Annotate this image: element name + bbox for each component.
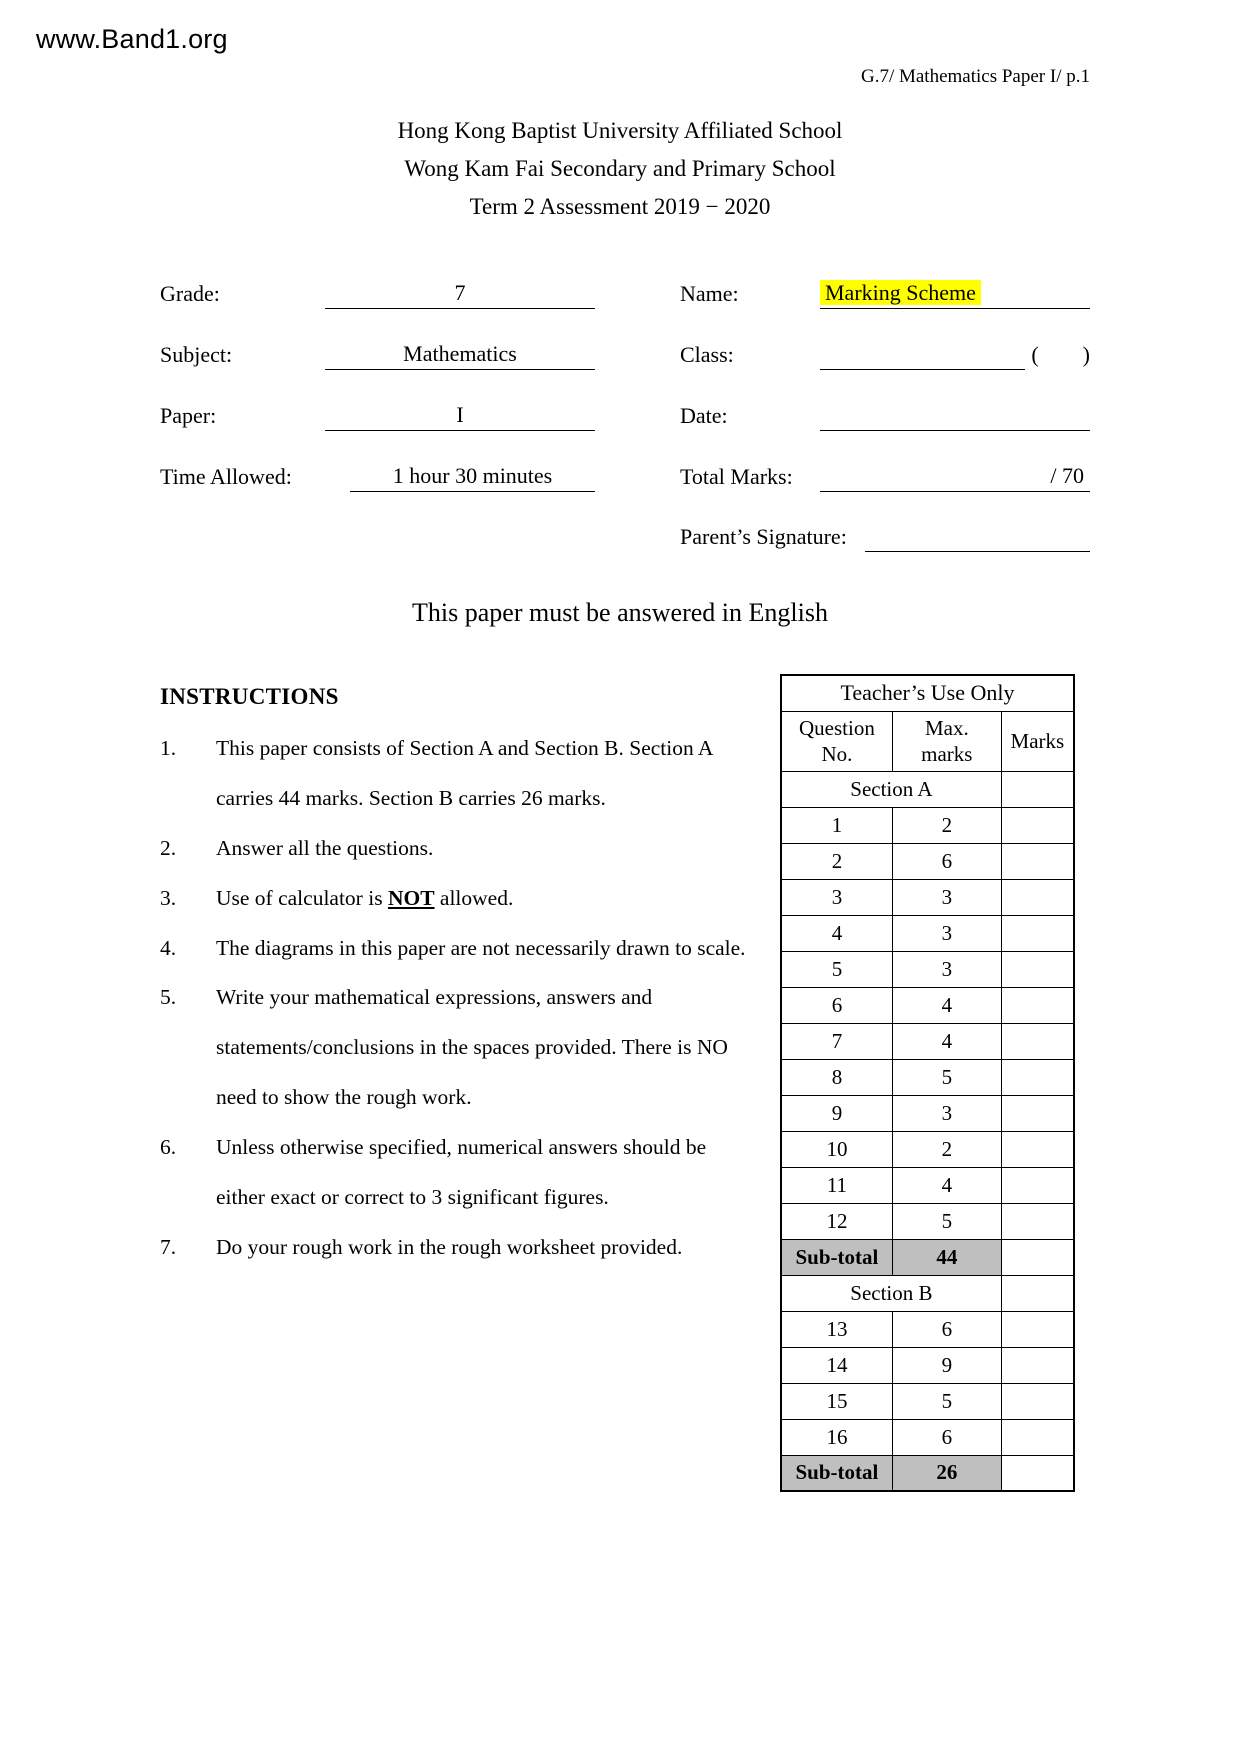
marks-cell (1001, 1095, 1074, 1131)
table-row (781, 1167, 1074, 1203)
max-marks: 5 (892, 1059, 1001, 1095)
marks-cell (1001, 1023, 1074, 1059)
question-no: 3 (781, 879, 892, 915)
instruction-text: The diagrams in this paper are not necessarily drawn to scale. (216, 935, 746, 960)
question-no: 13 (781, 1311, 892, 1347)
not-emphasis: NOT (387, 885, 435, 910)
max-marks: 2 (892, 1131, 1001, 1167)
instruction-item-5 (160, 973, 748, 1123)
table-row (781, 1131, 1074, 1167)
teachers-use-table (780, 674, 1075, 1492)
page-header-reference: G.7/ Mathematics Paper I/ p.1 (860, 66, 1090, 87)
total-marks-label: Total Marks: (680, 464, 793, 489)
section-b-subtotal-value: 26 (892, 1455, 1001, 1491)
marks-cell (1001, 1419, 1074, 1455)
instruction-item-4 (160, 924, 748, 974)
instruction-text: This paper consists of Section A and Section B. Section A carries 44 marks. Section B carries 26 marks. (216, 736, 713, 810)
instruction-number: 2. (160, 835, 177, 860)
table-row (781, 1383, 1074, 1419)
marks-cell (1001, 951, 1074, 987)
marks-cell (1001, 1131, 1074, 1167)
max-marks: 3 (892, 915, 1001, 951)
parent-signature-label: Parent’s Signature: (680, 524, 847, 549)
max-marks: 9 (892, 1347, 1001, 1383)
table-title: Teacher’s Use Only (781, 675, 1074, 711)
max-marks: 5 (892, 1383, 1001, 1419)
table-row (781, 1419, 1074, 1455)
max-marks: 2 (892, 807, 1001, 843)
instruction-number: 4. (160, 935, 177, 960)
marks-cell (1001, 843, 1074, 879)
marks-cell (1001, 1347, 1074, 1383)
marks-cell (1001, 1239, 1074, 1275)
marks-cell (1001, 1059, 1074, 1095)
form-row-grade-name (160, 278, 1090, 309)
marks-cell (1001, 807, 1074, 843)
question-no: 1 (781, 807, 892, 843)
marks-cell (1001, 879, 1074, 915)
question-no: 12 (781, 1203, 892, 1239)
table-row (781, 915, 1074, 951)
subtotal-label: Sub-total (781, 1239, 892, 1275)
instruction-number: 7. (160, 1234, 177, 1259)
table-row (781, 1203, 1074, 1239)
name-field (820, 278, 1090, 309)
instruction-item-3 (160, 874, 748, 924)
instruction-number: 1. (160, 736, 177, 760)
max-marks: 4 (892, 1167, 1001, 1203)
marks-cell (1001, 1311, 1074, 1347)
site-watermark: www.Band1.org (36, 24, 228, 54)
question-no: 8 (781, 1059, 892, 1095)
table-row (781, 1311, 1074, 1347)
paper-label: Paper: (160, 403, 217, 428)
time-allowed-field: 1 hour 30 minutes (350, 461, 595, 492)
school-name-line1: Hong Kong Baptist University Affiliated School (397, 118, 843, 143)
instruction-item-7 (160, 1223, 748, 1273)
marks-cell (1001, 1455, 1074, 1491)
question-no: 4 (781, 915, 892, 951)
section-a-subtotal-row (781, 1239, 1074, 1275)
parent-signature-field (865, 522, 1090, 552)
section-a-row (781, 771, 1074, 807)
paper-field: I (325, 400, 595, 431)
instruction-text: Write your mathematical expressions, answers and statements/conclusions in the spaces provided. There is NO need to show the rough work. (216, 985, 728, 1110)
instruction-item-2 (160, 824, 748, 874)
marks-cell (1001, 1203, 1074, 1239)
name-label: Name: (680, 281, 739, 306)
main-content (160, 674, 1240, 1492)
column-header-marks: Marks (1001, 711, 1074, 771)
section-a-subtotal-value: 44 (892, 1239, 1001, 1275)
subject-field: Mathematics (325, 339, 595, 370)
section-a-marks-cell (1001, 771, 1074, 807)
marks-cell (1001, 987, 1074, 1023)
marks-cell (1001, 1167, 1074, 1203)
table-row (781, 879, 1074, 915)
class-label: Class: (680, 342, 734, 367)
instruction-text: Do your rough work in the rough worksheet provided. (216, 1234, 683, 1259)
form-row-time-totalmarks (160, 461, 1090, 492)
column-header-question: Question No. (781, 711, 892, 771)
section-b-label: Section B (781, 1275, 1001, 1311)
table-row (781, 1347, 1074, 1383)
question-no: 2 (781, 843, 892, 879)
grade-label: Grade: (160, 281, 220, 306)
max-marks: 6 (892, 1419, 1001, 1455)
teachers-use-table-wrap (780, 674, 1075, 1492)
max-marks: 6 (892, 1311, 1001, 1347)
table-row (781, 987, 1074, 1023)
question-no: 5 (781, 951, 892, 987)
instruction-text: Unless otherwise specified, numerical answers should be either exact or correct to 3 significant figures. (216, 1135, 707, 1209)
date-field (820, 401, 1090, 431)
subject-label: Subject: (160, 342, 233, 367)
subtotal-label: Sub-total (781, 1455, 892, 1491)
date-label: Date: (680, 403, 728, 428)
question-no: 15 (781, 1383, 892, 1419)
section-b-row (781, 1275, 1074, 1311)
max-marks: 3 (892, 879, 1001, 915)
english-notice: This paper must be answered in English (412, 598, 828, 627)
total-marks-field: / 70 (820, 461, 1090, 492)
grade-field: 7 (325, 278, 595, 309)
instruction-item-6 (160, 1123, 748, 1223)
question-no: 6 (781, 987, 892, 1023)
question-no: 10 (781, 1131, 892, 1167)
assessment-title: Term 2 Assessment 2019 − 2020 (469, 194, 771, 219)
max-marks: 3 (892, 1095, 1001, 1131)
question-no: 14 (781, 1347, 892, 1383)
question-no: 16 (781, 1419, 892, 1455)
instruction-item-1 (160, 724, 748, 824)
form-row-parent-signature (160, 522, 1090, 552)
table-row (781, 807, 1074, 843)
max-marks: 4 (892, 1023, 1001, 1059)
marks-cell (1001, 1383, 1074, 1419)
question-no: 9 (781, 1095, 892, 1131)
instruction-number: 3. (160, 885, 177, 910)
table-row (781, 843, 1074, 879)
max-marks: 3 (892, 951, 1001, 987)
max-marks: 5 (892, 1203, 1001, 1239)
form-row-subject-class (160, 339, 1090, 370)
instruction-number: 5. (160, 985, 177, 1010)
column-header-max-marks: Max. marks (892, 711, 1001, 771)
marks-cell (1001, 915, 1074, 951)
table-header-row (781, 711, 1074, 771)
max-marks: 6 (892, 843, 1001, 879)
class-field (820, 340, 1025, 370)
section-b-subtotal-row (781, 1455, 1074, 1491)
question-no: 7 (781, 1023, 892, 1059)
table-row (781, 1059, 1074, 1095)
section-b-marks-cell (1001, 1275, 1074, 1311)
exam-info-form (160, 278, 1090, 552)
time-allowed-label: Time Allowed: (160, 464, 292, 489)
school-name-line2: Wong Kam Fai Secondary and Primary School (404, 156, 836, 181)
section-a-label: Section A (781, 771, 1001, 807)
max-marks: 4 (892, 987, 1001, 1023)
class-number-parens: ( ) (1031, 342, 1090, 367)
instructions-section (160, 674, 748, 1492)
name-value-highlighted: Marking Scheme (820, 280, 981, 305)
instruction-number: 6. (160, 1135, 177, 1159)
table-row (781, 1095, 1074, 1131)
instruction-text: Answer all the questions. (216, 835, 434, 860)
table-title-row (781, 675, 1074, 711)
form-row-paper-date (160, 400, 1090, 431)
table-row (781, 1023, 1074, 1059)
table-row (781, 951, 1074, 987)
question-no: 11 (781, 1167, 892, 1203)
instructions-title: INSTRUCTIONS (160, 684, 339, 709)
instruction-text: Use of calculator is NOT allowed. (216, 885, 514, 910)
